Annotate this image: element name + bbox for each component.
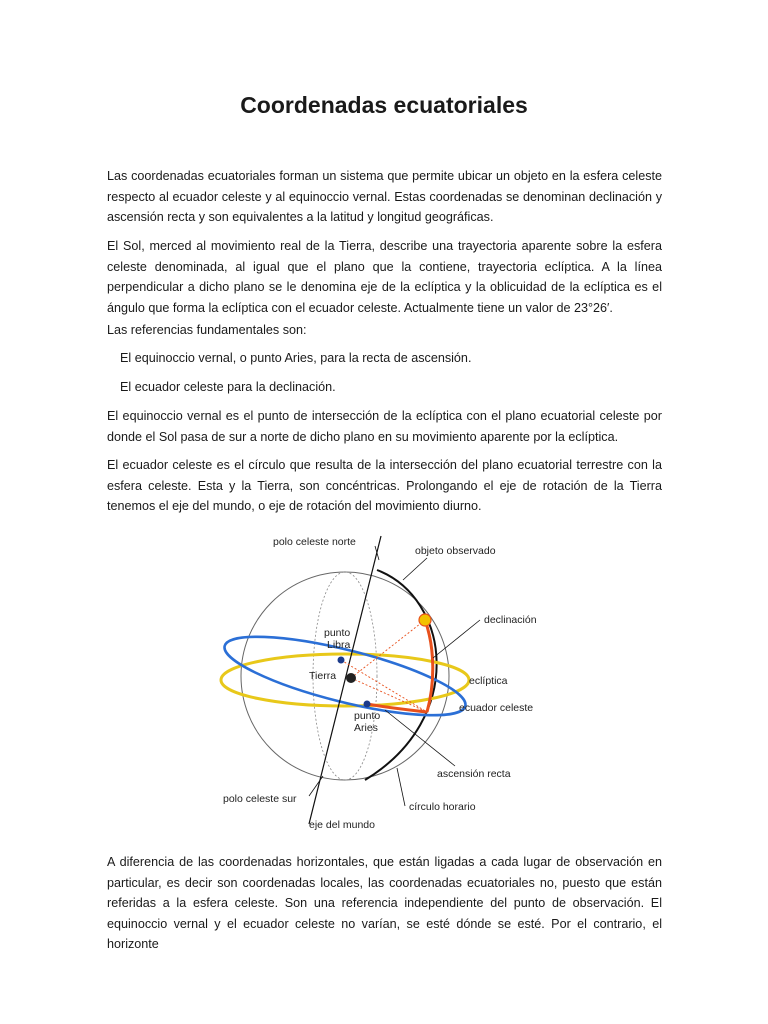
- earth-marker: [346, 673, 356, 683]
- celestial-sphere-diagram: [205, 528, 575, 838]
- label-objeto-observado: objeto observado: [415, 545, 496, 557]
- leader-polo-sur: [309, 776, 323, 796]
- label-ascension-recta: ascensión recta: [437, 768, 511, 780]
- diagram-svg: [205, 528, 575, 838]
- paragraph-referencias: Las referencias fundamentales son:: [107, 323, 307, 337]
- list-item-ecuador: El ecuador celeste para la declinación.: [120, 380, 336, 394]
- label-polo-celeste-sur: polo celeste sur: [223, 793, 297, 805]
- paragraph-intro: Las coordenadas ecuatoriales forman un sistema que permite ubicar un objeto en la esfera celeste respecto al ecuador celeste y al equinoccio vernal. Estas coordenadas se denominan declinación y ascensión recta y son equivalentes a la latitud y longitud geográficas.: [107, 169, 662, 224]
- libra-point-marker: [338, 657, 345, 664]
- label-circulo-horario: círculo horario: [409, 801, 476, 813]
- paragraph-ecuador: El ecuador celeste es el círculo que resulta de la intersección del plano ecuatorial terrestre con la esfera celeste. Esta y la Tierra, son concéntricas. Prolongando el eje de rotación de la Tierra tenemos el eje del mundo, o eje de rotación del movimiento diurno.: [107, 458, 662, 513]
- label-declinacion: declinación: [484, 614, 537, 626]
- label-eje-del-mundo: eje del mundo: [309, 819, 375, 831]
- paragraph-diferencia: A diferencia de las coordenadas horizontales, que están ligadas a cada lugar de observación en particular, es decir son coordenadas locales, las coordenadas ecuatoriales no, puesto que están referidas a la esfera celeste. Son una referencia independiente del punto de observación. El equinoccio vernal y el ecuador celeste no varían, se esté dónde se esté. Por el contrario, el horizonte: [107, 855, 662, 951]
- page-title: Coordenadas ecuatoriales: [240, 92, 528, 118]
- leader-circulo: [397, 768, 405, 806]
- label-punto-aries-2: Aries: [354, 722, 378, 734]
- label-polo-celeste-norte: polo celeste norte: [273, 536, 356, 548]
- leader-declinacion: [433, 620, 480, 658]
- paragraph-sol: El Sol, merced al movimiento real de la Tierra, describe una trayectoria aparente sobre la esfera celeste denominada, al igual que el plano que la contiene, trayectoria eclíptica. A la línea perpendicular a dicho plano se le denomina eje de la eclíptica y la oblicuidad de la eclíptica es el ángulo que forma la eclíptica con el ecuador celeste. Actualmente tiene un valor de 23°26′.: [107, 239, 662, 315]
- label-tierra: Tierra: [309, 670, 337, 682]
- label-punto-libra-2: Libra: [327, 639, 351, 651]
- list-item-equinoccio: El equinoccio vernal, o punto Aries, para la recta de ascensión.: [120, 351, 472, 365]
- label-ecliptica: eclíptica: [469, 675, 508, 687]
- leader-objeto: [403, 558, 427, 580]
- aries-point-marker: [364, 701, 371, 708]
- paragraph-equinoccio: El equinoccio vernal es el punto de intersección de la eclíptica con el plano ecuatorial celeste por donde el Sol pasa de sur a norte de dicho plano en su movimiento aparente por la eclíptica.: [107, 409, 662, 444]
- label-punto-libra-1: punto: [324, 627, 351, 639]
- label-punto-aries-1: punto: [354, 710, 381, 722]
- observed-object-marker: [419, 614, 431, 626]
- label-ecuador-celeste: ecuador celeste: [459, 702, 534, 714]
